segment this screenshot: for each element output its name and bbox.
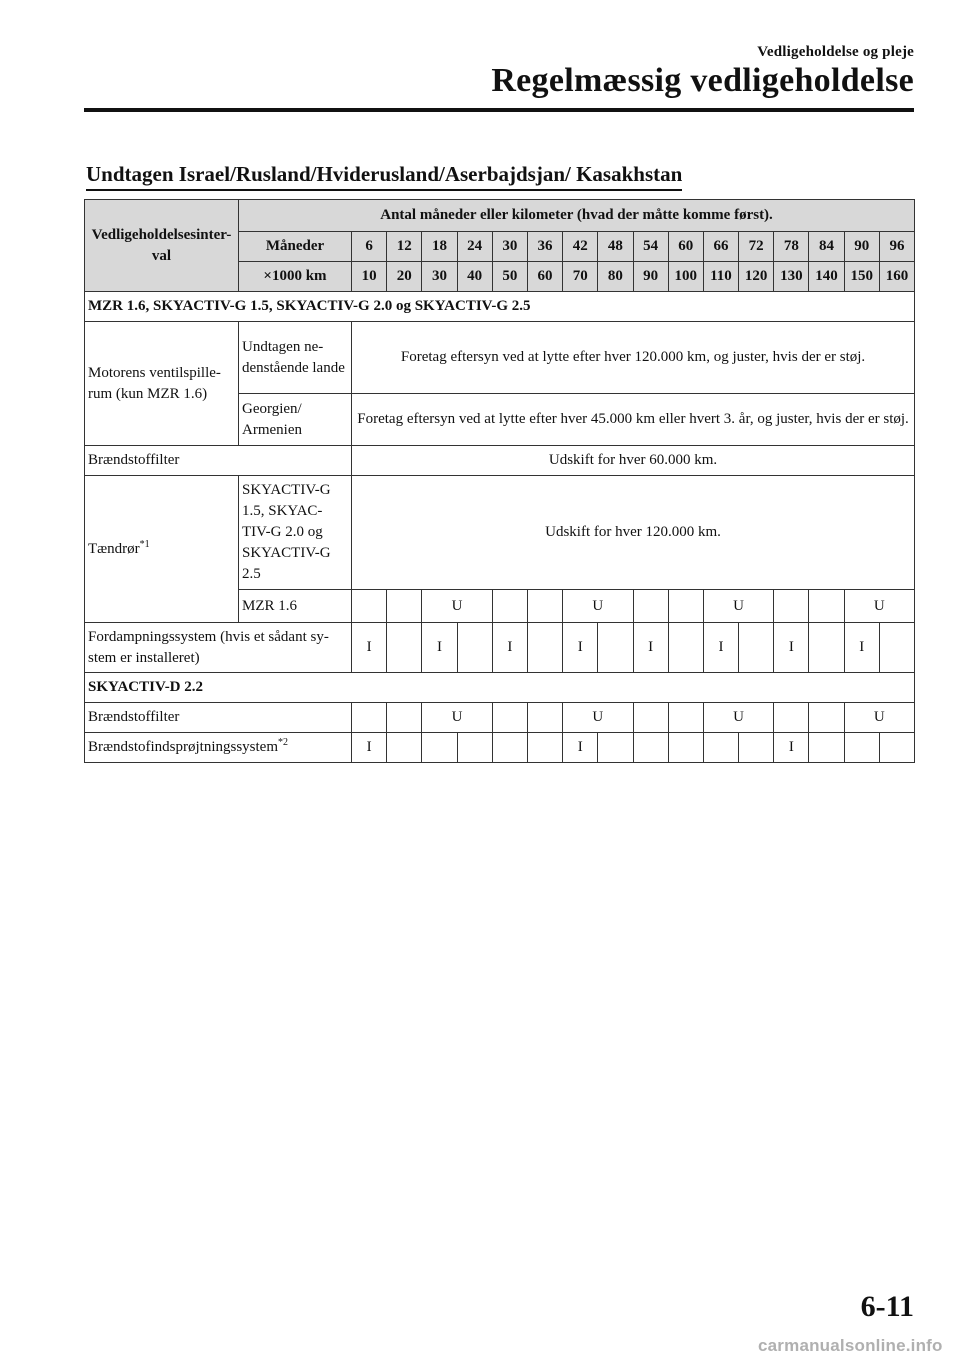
schedule-cell: I: [774, 733, 809, 763]
month-cell: 36: [527, 232, 562, 262]
schedule-cell: U: [703, 590, 773, 623]
table-row: [85, 446, 915, 476]
schedule-cell: [703, 733, 738, 763]
schedule-cell: [633, 703, 668, 733]
item-spark-plugs: [85, 476, 239, 623]
months-label: Måneder: [239, 232, 352, 262]
maintenance-schedule-table: [84, 199, 915, 763]
schedule-cell: [668, 590, 703, 623]
schedule-cell: I: [352, 623, 387, 673]
month-cell: 78: [774, 232, 809, 262]
schedule-cell: [774, 703, 809, 733]
month-cell: 60: [668, 232, 703, 262]
injection-label: Brændstofindsprøjtningssystem: [88, 739, 279, 755]
schedule-cell: [387, 623, 422, 673]
schedule-cell: [387, 733, 422, 763]
km-cell: 140: [809, 262, 844, 292]
schedule-cell: [668, 733, 703, 763]
km-cell: 40: [457, 262, 492, 292]
region-other: Undtagen ne-denstående lande: [239, 322, 352, 394]
watermark: carmanualsonline.info: [758, 1336, 943, 1355]
spark-plugs-label: Tændrør: [88, 540, 140, 557]
schedule-cell: [352, 703, 387, 733]
section-label: Vedligeholdelse og pleje: [757, 44, 914, 60]
item-evaporative-system: Fordampningssystem (hvis et sådant sy-stem er installeret): [85, 623, 352, 673]
schedule-cell: [598, 623, 633, 673]
schedule-cell: [492, 590, 527, 623]
schedule-cell: I: [633, 623, 668, 673]
month-cell: 18: [422, 232, 457, 262]
km-cell: 20: [387, 262, 422, 292]
table-row: [85, 703, 915, 733]
schedule-cell: [492, 703, 527, 733]
spark-plugs-instruction: Udskift for hver 120.000 km.: [352, 476, 915, 590]
schedule-cell: [492, 733, 527, 763]
group-row: [85, 292, 915, 322]
schedule-cell: [809, 623, 844, 673]
footnote-marker: *1: [139, 538, 150, 550]
schedule-cell: [879, 623, 914, 673]
schedule-cell: [739, 733, 774, 763]
schedule-cell: [527, 623, 562, 673]
month-cell: 42: [563, 232, 598, 262]
table-row: [85, 322, 915, 394]
fuel-filter-instruction: Udskift for hver 60.000 km.: [352, 446, 915, 476]
km-cell: 60: [527, 262, 562, 292]
km-cell: 120: [739, 262, 774, 292]
header-rule: [84, 108, 914, 112]
schedule-cell: U: [422, 590, 492, 623]
item-fuel-filter: Brændstoffilter: [85, 446, 352, 476]
schedule-cell: [457, 733, 492, 763]
month-cell: 48: [598, 232, 633, 262]
schedule-cell: I: [844, 623, 879, 673]
schedule-cell: [457, 623, 492, 673]
footnote-marker: *2: [278, 737, 289, 748]
schedule-cell: U: [563, 590, 633, 623]
schedule-cell: [387, 590, 422, 623]
schedule-cell: I: [703, 623, 738, 673]
month-cell: 66: [703, 232, 738, 262]
schedule-cell: [352, 590, 387, 623]
km-cell: 130: [774, 262, 809, 292]
month-cell: 96: [879, 232, 914, 262]
schedule-cell: [668, 703, 703, 733]
schedule-cell: I: [492, 623, 527, 673]
month-cell: 72: [739, 232, 774, 262]
km-cell: 150: [844, 262, 879, 292]
group-heading-diesel: SKYACTIV-D 2.2: [85, 673, 915, 703]
interval-label-cell: Vedligeholdelsesinter-val: [85, 200, 239, 292]
month-cell: 6: [352, 232, 387, 262]
month-cell: 12: [387, 232, 422, 262]
month-cell: 84: [809, 232, 844, 262]
schedule-cell: [879, 733, 914, 763]
section-heading: Undtagen Israel/Rusland/Hviderusland/Aserbajdsjan/ Kasakhstan: [86, 162, 682, 191]
item-injection-system: [85, 733, 352, 763]
table-row: [85, 623, 915, 673]
km-cell: 100: [668, 262, 703, 292]
month-cell: 90: [844, 232, 879, 262]
schedule-cell: U: [563, 703, 633, 733]
valve-instruction-georgia: Foretag eftersyn ved at lytte efter hver 45.000 km eller hvert 3. år, og juster, hvis der er støj.: [352, 394, 915, 446]
schedule-cell: [527, 590, 562, 623]
page-title: Regelmæssig vedligeholdelse: [491, 62, 914, 99]
km-cell: 90: [633, 262, 668, 292]
schedule-cell: [739, 623, 774, 673]
item-fuel-filter-diesel: Brændstoffilter: [85, 703, 352, 733]
schedule-cell: [809, 703, 844, 733]
km-label: ×1000 km: [239, 262, 352, 292]
month-cell: 24: [457, 232, 492, 262]
engine-skyactiv-g: SKYACTIV-G 1.5, SKYAC-TIV-G 2.0 og SKYACTIV-G 2.5: [239, 476, 352, 590]
table-row: [85, 733, 915, 763]
schedule-cell: I: [563, 623, 598, 673]
schedule-cell: [527, 703, 562, 733]
page-number: 6-11: [860, 1290, 914, 1323]
group-heading-petrol: MZR 1.6, SKYACTIV-G 1.5, SKYACTIV-G 2.0 og SKYACTIV-G 2.5: [85, 292, 915, 322]
group-row: [85, 673, 915, 703]
schedule-cell: [422, 733, 457, 763]
schedule-cell: [668, 623, 703, 673]
schedule-cell: [774, 590, 809, 623]
schedule-cell: I: [774, 623, 809, 673]
month-cell: 54: [633, 232, 668, 262]
schedule-cell: [527, 733, 562, 763]
engine-mzr16: MZR 1.6: [239, 590, 352, 623]
km-cell: 160: [879, 262, 914, 292]
schedule-cell: [598, 733, 633, 763]
schedule-cell: [633, 733, 668, 763]
schedule-cell: U: [844, 703, 914, 733]
schedule-cell: [809, 733, 844, 763]
schedule-cell: [844, 733, 879, 763]
schedule-cell: [809, 590, 844, 623]
schedule-cell: I: [352, 733, 387, 763]
schedule-cell: U: [422, 703, 492, 733]
km-cell: 70: [563, 262, 598, 292]
schedule-cell: U: [703, 703, 773, 733]
km-cell: 50: [492, 262, 527, 292]
table-row: [85, 476, 915, 590]
schedule-cell: I: [422, 623, 457, 673]
schedule-cell: [387, 703, 422, 733]
km-cell: 80: [598, 262, 633, 292]
interval-intro-cell: Antal måneder eller kilometer (hvad der måtte komme først).: [239, 200, 915, 232]
km-cell: 110: [703, 262, 738, 292]
table-header-row: [85, 200, 915, 232]
km-cell: 30: [422, 262, 457, 292]
schedule-cell: [633, 590, 668, 623]
region-georgia-armenia: Georgien/ Armenien: [239, 394, 352, 446]
item-valve-clearance: Motorens ventilspille-rum (kun MZR 1.6): [85, 322, 239, 446]
km-cell: 10: [352, 262, 387, 292]
month-cell: 30: [492, 232, 527, 262]
schedule-cell: U: [844, 590, 914, 623]
valve-instruction-other: Foretag eftersyn ved at lytte efter hver 120.000 km, og juster, hvis der er støj.: [352, 322, 915, 394]
schedule-cell: I: [563, 733, 598, 763]
